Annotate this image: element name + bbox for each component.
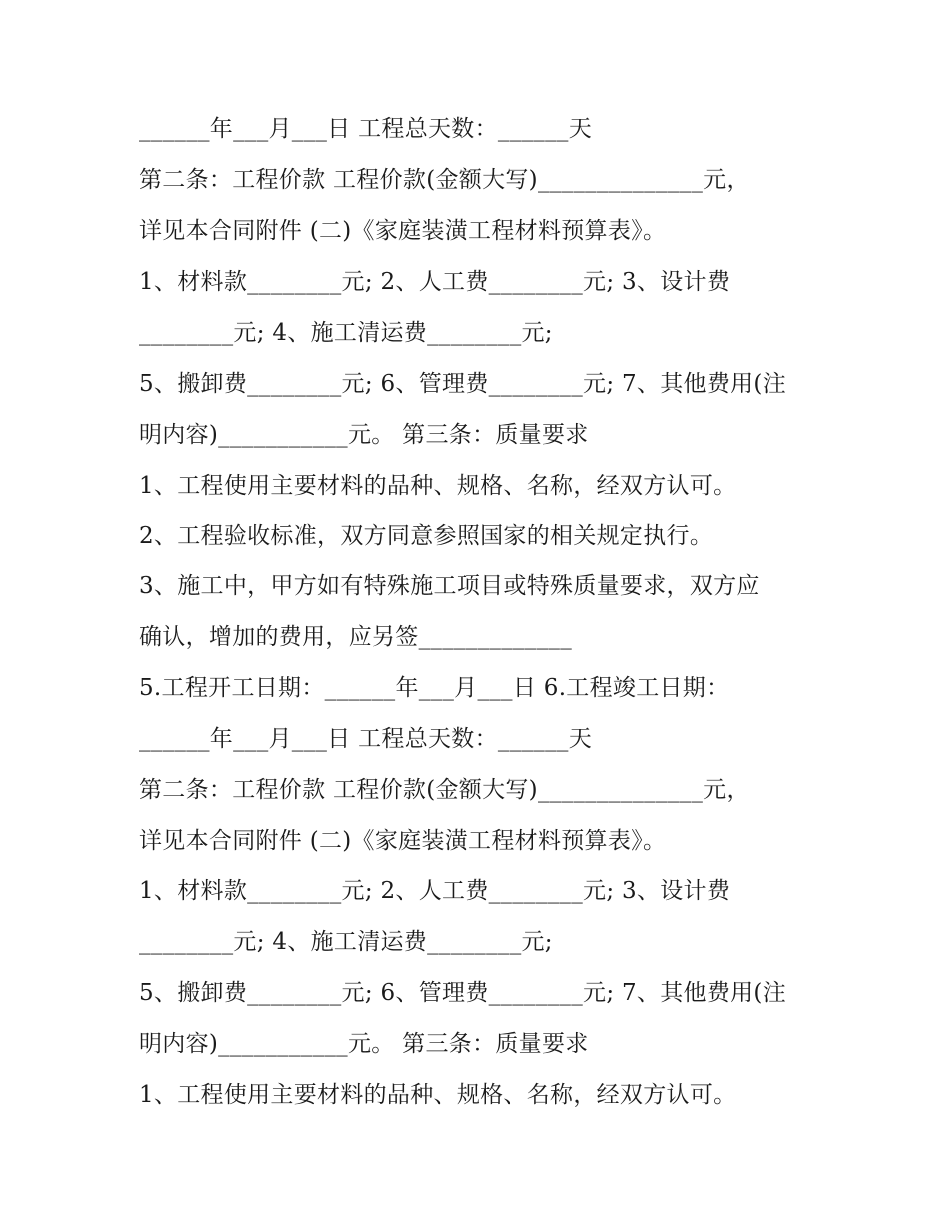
- text-line: 详见本合同附件 (二)《家庭装潢工程材料预算表》。: [139, 218, 667, 244]
- text-line: 2、工程验收标准，双方同意参照国家的相关规定执行。: [139, 523, 714, 549]
- text-line: 5.工程开工日期：______年___月___日 6.工程竣工日期：: [139, 675, 730, 701]
- text-line: 1、工程使用主要材料的品种、规格、名称，经双方认可。: [139, 473, 737, 499]
- text-line: 5、搬卸费________元; 6、管理费________元; 7、其他费用(注: [139, 980, 786, 1006]
- text-line: 详见本合同附件 (二)《家庭装潢工程材料预算表》。: [139, 828, 667, 854]
- text-line: ________元; 4、施工清运费________元;: [139, 320, 553, 346]
- text-line: 1、材料款________元; 2、人工费________元; 3、设计费: [139, 269, 731, 295]
- text-line: 1、材料款________元; 2、人工费________元; 3、设计费: [139, 878, 731, 904]
- text-line: ______年___月___日 工程总天数：______天: [139, 726, 593, 752]
- text-line: 3、施工中，甲方如有特殊施工项目或特殊质量要求，双方应: [139, 573, 760, 599]
- text-line: 第二条：工程价款 工程价款(金额大写)______________元，: [139, 777, 750, 803]
- text-line: 5、搬卸费________元; 6、管理费________元; 7、其他费用(注: [139, 371, 786, 397]
- text-line: ______年___月___日 工程总天数：______天: [139, 116, 593, 142]
- text-line: 第二条：工程价款 工程价款(金额大写)______________元，: [139, 167, 750, 193]
- text-line: 确认，增加的费用，应另签_____________: [139, 624, 572, 650]
- text-line: 明内容)___________元。 第三条：质量要求: [139, 422, 589, 448]
- text-line: 明内容)___________元。 第三条：质量要求: [139, 1031, 589, 1057]
- text-line: ________元; 4、施工清运费________元;: [139, 929, 553, 955]
- text-line: 1、工程使用主要材料的品种、规格、名称，经双方认可。: [139, 1082, 737, 1108]
